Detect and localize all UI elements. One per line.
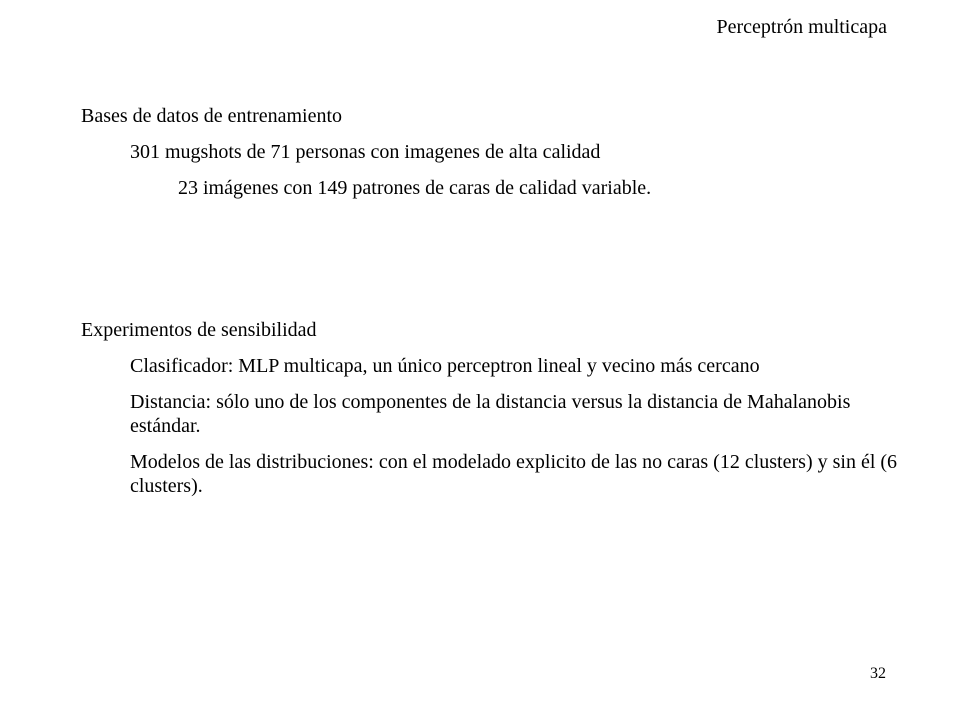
experiment-item-distance: Distancia: sólo uno de los componentes de la distancia versus la distancia de Mahalanobis estándar. [130,391,851,437]
training-heading: Bases de datos de entrenamiento [81,105,343,127]
experiments-heading: Experimentos de sensibilidad [81,319,317,341]
experiment-item-classifier: Clasificador: MLP multicapa, un único perceptron lineal y vecino más cercano [130,355,760,377]
training-section [81,104,901,212]
experiment-item-distribution-models: Modelos de las distribuciones: con el modelado explicito de las no caras (12 clusters) y sin él (6 clusters). [130,451,898,497]
slide-title: Perceptrón multicapa [716,16,887,38]
training-subitem-face-patterns: 23 imágenes con 149 patrones de caras de calidad variable. [178,177,652,199]
experiments-section [81,318,901,510]
page-number: 32 [870,665,886,682]
training-item-mugshots: 301 mugshots de 71 personas con imagenes de alta calidad [130,141,601,163]
